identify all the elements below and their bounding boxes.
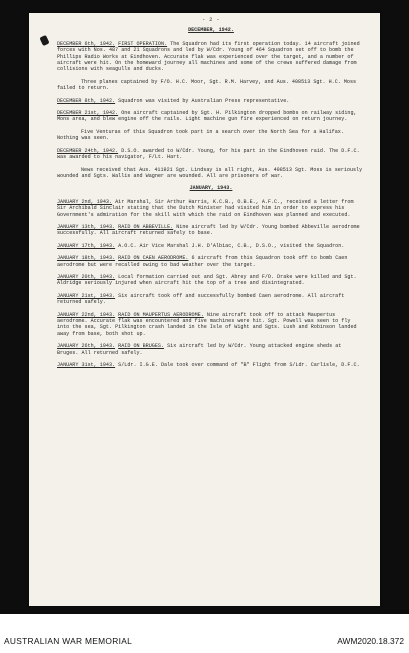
log-entry	[57, 274, 365, 287]
entry-title: RAID ON BRUGES.	[118, 343, 165, 350]
entry-text: The Squadron had its first operation today. 14 aircraft joined forces with Nos. 487 and 21 Squadrons and led by W/Cdr. Young of 464 Squadron set off to bomb the Phillips Radio Works at Eindhoven. Accurate flak was experienced over the target, and a number of aircraft were hit. On the homeward journey all machines and some of the crews suffered damage from collisions with seagulls and ducks.	[57, 40, 360, 73]
entry-date: JANUARY 17th, 1943.	[57, 242, 116, 249]
entry-text: Air Marshal, Sir Arthur Harris, K.C.B., O.B.E., A.F.C., received a letter from Sir Archibald Sinclair stating that the Dutch Minister had visited him in order to express his Government's admiration for the skill with which the raid on Eindhoven was planned and executed.	[57, 198, 354, 218]
log-entry	[57, 98, 365, 104]
entry-date: JANUARY 26th, 1943.	[57, 343, 116, 350]
document-body	[57, 17, 365, 374]
log-entry	[57, 167, 365, 180]
entry-date: JANUARY 2nd, 1943.	[57, 198, 113, 205]
log-entry	[57, 243, 365, 249]
entry-title: RAID ON ABBEVILLE.	[118, 223, 174, 230]
log-entry	[57, 129, 365, 142]
january-heading: JANUARY, 1943.	[189, 185, 233, 192]
entry-text: S/Ldr. I.G.E. Dale took over command of "B" Flight from S/Ldr. Carlisle, D.F.C.	[118, 362, 360, 369]
log-entry	[57, 362, 365, 368]
credit-bar	[0, 614, 409, 653]
entry-text: Five Venturas of this Squadron took part in a search over the North Sea for a Halifax. Nothing was seen.	[57, 128, 344, 142]
entry-text: Nine aircraft took off to attack Maupertus aerodrome. Accurate flak was encountered and five machines were hit. Sgt. Powell was seen to fly into the sea, Sgt. Pilkington crash landed in the Isle of Wight and Sgts. Lush and Robinson landed away from base, both shot up.	[57, 311, 357, 337]
entry-text: A.O.C. Air Vice Marshal J.H. D'Albiac, C.B., D.S.O., visited the Squadron.	[118, 242, 345, 249]
log-entry	[57, 293, 365, 306]
credit-accession-number: AWM2020.18.372	[337, 636, 404, 646]
credit-institution: AUSTRALIAN WAR MEMORIAL	[4, 636, 133, 646]
entry-date: JANUARY 18th, 1943.	[57, 255, 116, 262]
entry-text: Local formation carried out and Sgt. Abrey and F/O. Drake were killed and Sgt. Aldridge seriously injured when aircraft hit the top of a tree and disintegrated.	[57, 273, 357, 287]
entry-title: FIRST OPERATION.	[118, 40, 168, 47]
entry-text: Squadron was visited by Australian Press representative.	[118, 97, 290, 104]
entry-date: JANUARY 13th, 1943.	[57, 223, 116, 230]
entry-date: JANUARY 31st, 1943.	[57, 362, 116, 369]
entry-text: Six aircraft took off and successfully bombed Caen aerodrome. All aircraft returned safely.	[57, 292, 345, 306]
log-entry	[57, 343, 365, 356]
entry-date: JANUARY 22nd, 1943.	[57, 311, 116, 318]
entry-text: News received that Aus. 411921 Sgt. Lindsay is all right, Aus. 408513 Sgt. Moss is seriously wounded and Sgts. Wallis and Wagner are wounded. All are prisoners of war.	[57, 166, 363, 179]
entry-date: DECEMBER 6th, 1942.	[57, 40, 116, 47]
entry-date: JANUARY 21st, 1943.	[57, 292, 116, 299]
entry-title: RAID ON CAEN AERODROME.	[118, 255, 189, 262]
entry-text: One aircraft captained by Sgt. H. Pilkington dropped bombs on railway siding, Mons area, and blew engine off the rails. Light machine gun fire experienced on return journey.	[57, 110, 357, 123]
log-entry	[57, 224, 365, 237]
log-entry	[57, 312, 365, 338]
log-entry	[57, 148, 365, 161]
entry-text: Six aircraft led by W/Cdr. Young attacked engine sheds at Bruges. All returned safely.	[57, 343, 342, 356]
december-heading: DECEMBER, 1942.	[188, 27, 234, 34]
document-page	[29, 13, 380, 606]
log-entry	[57, 110, 365, 123]
entry-date: DECEMBER 24th, 1942.	[57, 147, 119, 154]
entry-text: 6 aircraft from this Squadron took off to bomb Caen aerodrome but were recalled owing to bad weather over the target.	[57, 255, 348, 268]
page-number: - 2 -	[202, 17, 220, 23]
log-entry	[57, 41, 365, 73]
entry-text: Nine aircraft led by W/Cdr. Young bombed Abbeville aerodrome successfully. All aircraft returned safely to base.	[57, 223, 360, 237]
entry-date: DECEMBER 8th, 1942.	[57, 97, 116, 104]
december-entries	[57, 41, 365, 180]
log-entry	[57, 79, 365, 92]
entry-text: Three planes captained by F/O. H.C. Moor, Sgt. R.M. Harvey, and Aus. 408513 Sgt. H.C. Moss failed to return.	[57, 78, 357, 92]
entry-text: D.S.O. awarded to W/Cdr. Young, for his part in the Eindhoven raid. The D.F.C. was awarded to his navigator, F/Lt. Hart.	[57, 147, 360, 161]
punch-hole	[39, 35, 49, 46]
entry-date: JANUARY 20th, 1943.	[57, 273, 116, 280]
log-entry	[57, 255, 365, 268]
january-entries	[57, 199, 365, 369]
log-entry	[57, 199, 365, 218]
entry-date: DECEMBER 21st, 1942.	[57, 110, 119, 117]
entry-title: RAID ON MAUPERTUS AERODROME.	[118, 311, 204, 318]
